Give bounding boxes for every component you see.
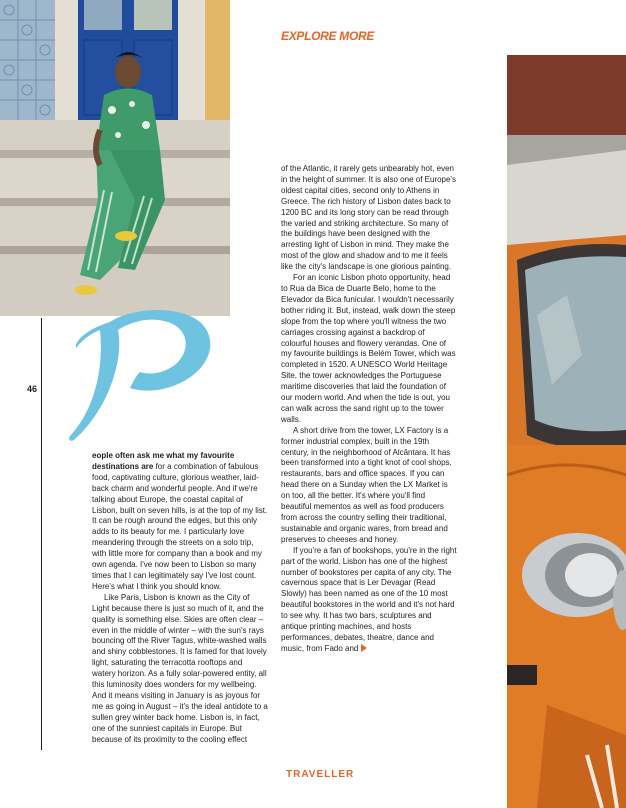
- article-column-right: [281, 164, 457, 655]
- woman-on-steps-photo: [0, 0, 230, 316]
- page-number: 46: [27, 384, 38, 394]
- section-label: EXPLORE MORE: [281, 29, 375, 43]
- article-paragraph: A short drive from the tower, LX Factory is a former industrial complex, built in the 19th century, in the neighborhood of Alcântara. It has been transformed into a tight knot of cool shops, restaurants, bars and office spaces. If you can head there on a Sunday when the LX Market is on too, all the better. It's where you'll find beautiful mementos as well as food producers from across the country selling their traditional, sustainable and organic wares, from bread and preserves to cheeses and honey.: [281, 425, 452, 544]
- article-column-left: [92, 451, 268, 745]
- column-rule: [41, 318, 42, 750]
- article-paragraph: For an iconic Lisbon photo opportunity, head to Rua da Bica de Duarte Belo, home to the Elevador da Bica funicular. I wouldn't necessarily bother riding it. But, instead, walk down the steep slope from the top where you'll witness the two carriages crossing against a backdrop of colourful houses and flowery verandas. One of my favourite buildings is Belém Tower, which was completed in 1520. A UNESCO World Heritage Site, the tower acknowledges the Portuguese maritime discoveries that laid the foundation of our modern world. And when the tide is out, you can walk across the sand right up to the tower walls.: [281, 273, 456, 424]
- article-paragraph: Like Paris, Lisbon is known as the City of Light because there is just so much of it, and the quality is something else. Skies are often clear – even in the middle of winter – with the sun's rays bouncing off the River Tagus, white-washed walls and shiny cobblestones. It is famed for that lovely light, saturating the terracotta rooftops and watery horizon. As a fully solar-powered entity, all this luminosity does wonders for my wellbeing. And it means visiting in January is as joyous for me as going in August – it's the ideal antidote to a sullen grey winter back home. Lisbon is, in fact, one of the sunniest capitals in Europe. But because of its proximity to the cooling effect: [92, 592, 268, 744]
- orange-tuktuk-photo: [507, 55, 626, 808]
- lead-in: eople often ask me what my favourite destinations are: [92, 451, 235, 471]
- magazine-footer: TRAVELLER: [286, 769, 355, 780]
- paragraph-text: If you're a fan of bookshops, you're in the right part of the world. Lisbon has one of the highest number of bookstores per capita of any city. The cavernous space that is Ler Devagar (Read Slowly) has been named as one of the 10 most beautiful bookstores in the world and it's not hard to see why. It has two bars, sculptures and antique printing machines, and hosts performances, debates, theatre, dance and music, from Fado and: [281, 545, 457, 653]
- article-paragraph: [281, 546, 457, 655]
- article-paragraph: [92, 451, 268, 593]
- paragraph-text: for a combination of fabulous food, captivating culture, glorious weather, laid-back charm and wonderful people. And if we're talking about Europe, the coastal capital of Lisbon, built on seven hills, is at the top of my list. It can be rough around the edges, but this only adds to its beauty for me. I particularly love meandering through the streets on a solo trip, with little more for company than a book and my own agenda. I've now been to Lisbon so many times that I can legitimately say I've lost count. Here's what I think you should know.: [92, 461, 268, 591]
- dropcap-letter: [60, 300, 230, 450]
- continue-arrow-icon: [361, 644, 367, 652]
- article-paragraph: of the Atlantic, it rarely gets unbearably hot, even in the height of summer. It is also one of Europe's oldest capital cities, second only to Athens in Greece. The rich history of Lisbon dates back to 1200 BC and its long story can be read through the varied and striking architecture. So many of the buildings have been designed with the arresting light of Lisbon in mind. They make the most of the glow and shadow and to me it feels like the city's landscape is one glorious painting.: [281, 164, 456, 272]
